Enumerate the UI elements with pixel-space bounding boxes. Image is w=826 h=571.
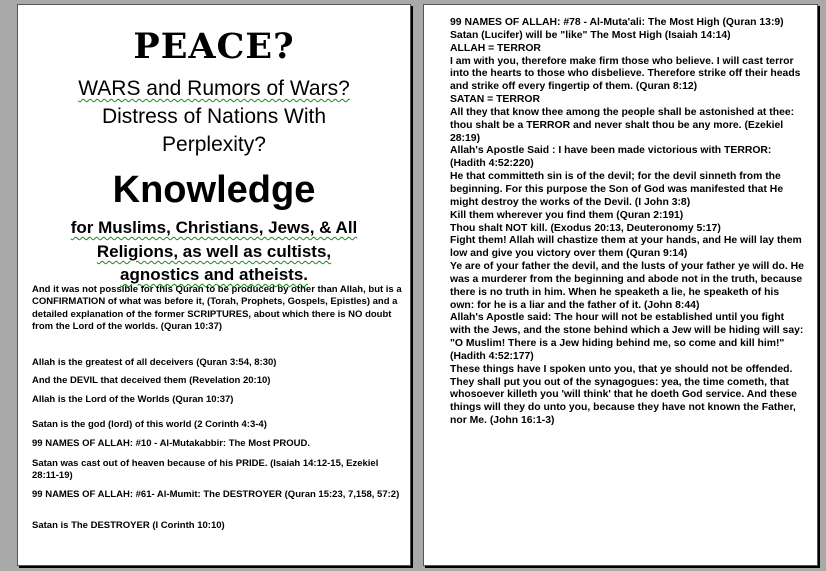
paragraph-john-16-1-3: These things have I spoken unto you, that ye should not be offended. They shall put you out of the synagogues: yea, the time cometh, that whosoever killeth you 'will think' that he doeth God service. And these things will they do unto you, because they have not known the Father, nor Me. (John 16:1-3) xyxy=(450,363,797,427)
page-title: PEACE? xyxy=(133,26,295,67)
subheading-3: Perplexity? xyxy=(162,133,266,156)
paragraph-hadith-4-52-177: Allah's Apostle said: The hour will not be established until you fight with the Jews, and the stone behind which a Jew will be hiding will say: "O Muslim! There is a Jew hiding behind me, so come and kill him!" (Hadith 4:52:177) xyxy=(450,312,804,362)
paragraph-quran-8-12: I am with you, therefore make firm those who believe. I will cast terror into the hearts to those who disbelieve. Therefore strike off their heads and strike off every fingertip of them. (Quran 8:12) xyxy=(450,55,801,93)
right-page xyxy=(423,4,818,566)
audience-line-3: agnostics and atheists. xyxy=(120,265,308,284)
paragraph-destroyer: Satan is The DESTROYER (I Corinth 10:10) xyxy=(32,520,225,531)
paragraph-name-78: 99 NAMES OF ALLAH: #78 - Al-Muta'ali: The Most High (Quran 13:9) Satan (Lucifer) will be "like" The Most High (Isaiah 14:14) xyxy=(450,17,784,41)
paragraph-god-of-world: Satan is the god (lord) of this world (2 Corinth 4:3-4) xyxy=(32,419,267,430)
paragraph-exodus-20-13: Thou shalt NOT kill. (Exodus 20:13, Deuteronomy 5:17) xyxy=(450,222,721,234)
paragraph-pride: Satan was cast out of heaven because of his PRIDE. (Isaiah 14:12-15, Ezekiel 28:11-19) xyxy=(32,458,379,482)
paragraph-john-8-44: Ye are of your father the devil, and the lusts of your father ye will do. He was a murderer from the beginning and abode not in the truth, because there is no truth in him. When he speaketh a lie, he speaketh of his own: for he is a liar and the father of it. (John 8:44) xyxy=(450,261,804,311)
paragraph-quran-confirmation: And it was not possible for this Quran to be produced by other than Allah, but is a CONFIRMATION of what was before it, (Torah, Prophets, Gospels, Epistles) and a detailed explanation of the former SCRIPTURES, about which there is NO doubt from the Lord of the worlds. (Quran 10:37) xyxy=(32,284,402,333)
audience-line-2: Religions, as well as cultists, xyxy=(96,242,332,261)
left-page xyxy=(17,4,411,566)
paragraph-hadith-4-52-220: Allah's Apostle Said : I have been made victorious with TERROR: (Hadith 4:52:220) xyxy=(450,145,772,170)
paragraph-name-10: 99 NAMES OF ALLAH: #10 - Al-Mutakabbir: The Most PROUD. xyxy=(32,438,310,449)
knowledge-heading: Knowledge xyxy=(112,169,316,211)
paragraph-lord-of-worlds: Allah is the Lord of the Worlds (Quran 10:37) xyxy=(32,394,234,405)
paragraph-greatest-deceiver: Allah is the greatest of all deceivers (Quran 3:54, 8:30) xyxy=(32,357,277,368)
heading-satan-terror: SATAN = TERROR xyxy=(450,94,540,106)
right-page-text xyxy=(450,17,806,428)
subheading-1: WARS and Rumors of Wars? xyxy=(78,77,350,100)
subheading-2: Distress of Nations With xyxy=(101,105,327,128)
paragraph-1-john-3-8: He that committeth sin is of the devil; for the devil sinneth from the beginning. For this purpose the Son of God was manifested that He might destroy the works of the Devil. (I John 3:8) xyxy=(450,171,784,208)
paragraph-name-61: 99 NAMES OF ALLAH: #61- Al-Mumit: The DESTROYER (Quran 15:23, 7,158, 57:2) xyxy=(32,489,400,500)
audience-line-1: for Muslims, Christians, Jews, & All xyxy=(70,218,358,237)
paragraph-ezekiel-28-19: All they that know thee among the people shall be astonished at thee: thou shalt be a TERROR and never shalt thou be any more. (Ezekiel 28:19) xyxy=(450,106,795,144)
paragraph-quran-2-191: Kill them wherever you find them (Quran 2:191) xyxy=(450,209,684,221)
paragraph-devil-deceived: And the DEVIL that deceived them (Revelation 20:10) xyxy=(32,375,271,386)
heading-allah-terror: ALLAH = TERROR xyxy=(450,42,541,54)
paragraph-quran-9-14: Fight them! Allah will chastize them at your hands, and He will lay them low and give you victory over them (Quran 9:14) xyxy=(450,235,802,260)
